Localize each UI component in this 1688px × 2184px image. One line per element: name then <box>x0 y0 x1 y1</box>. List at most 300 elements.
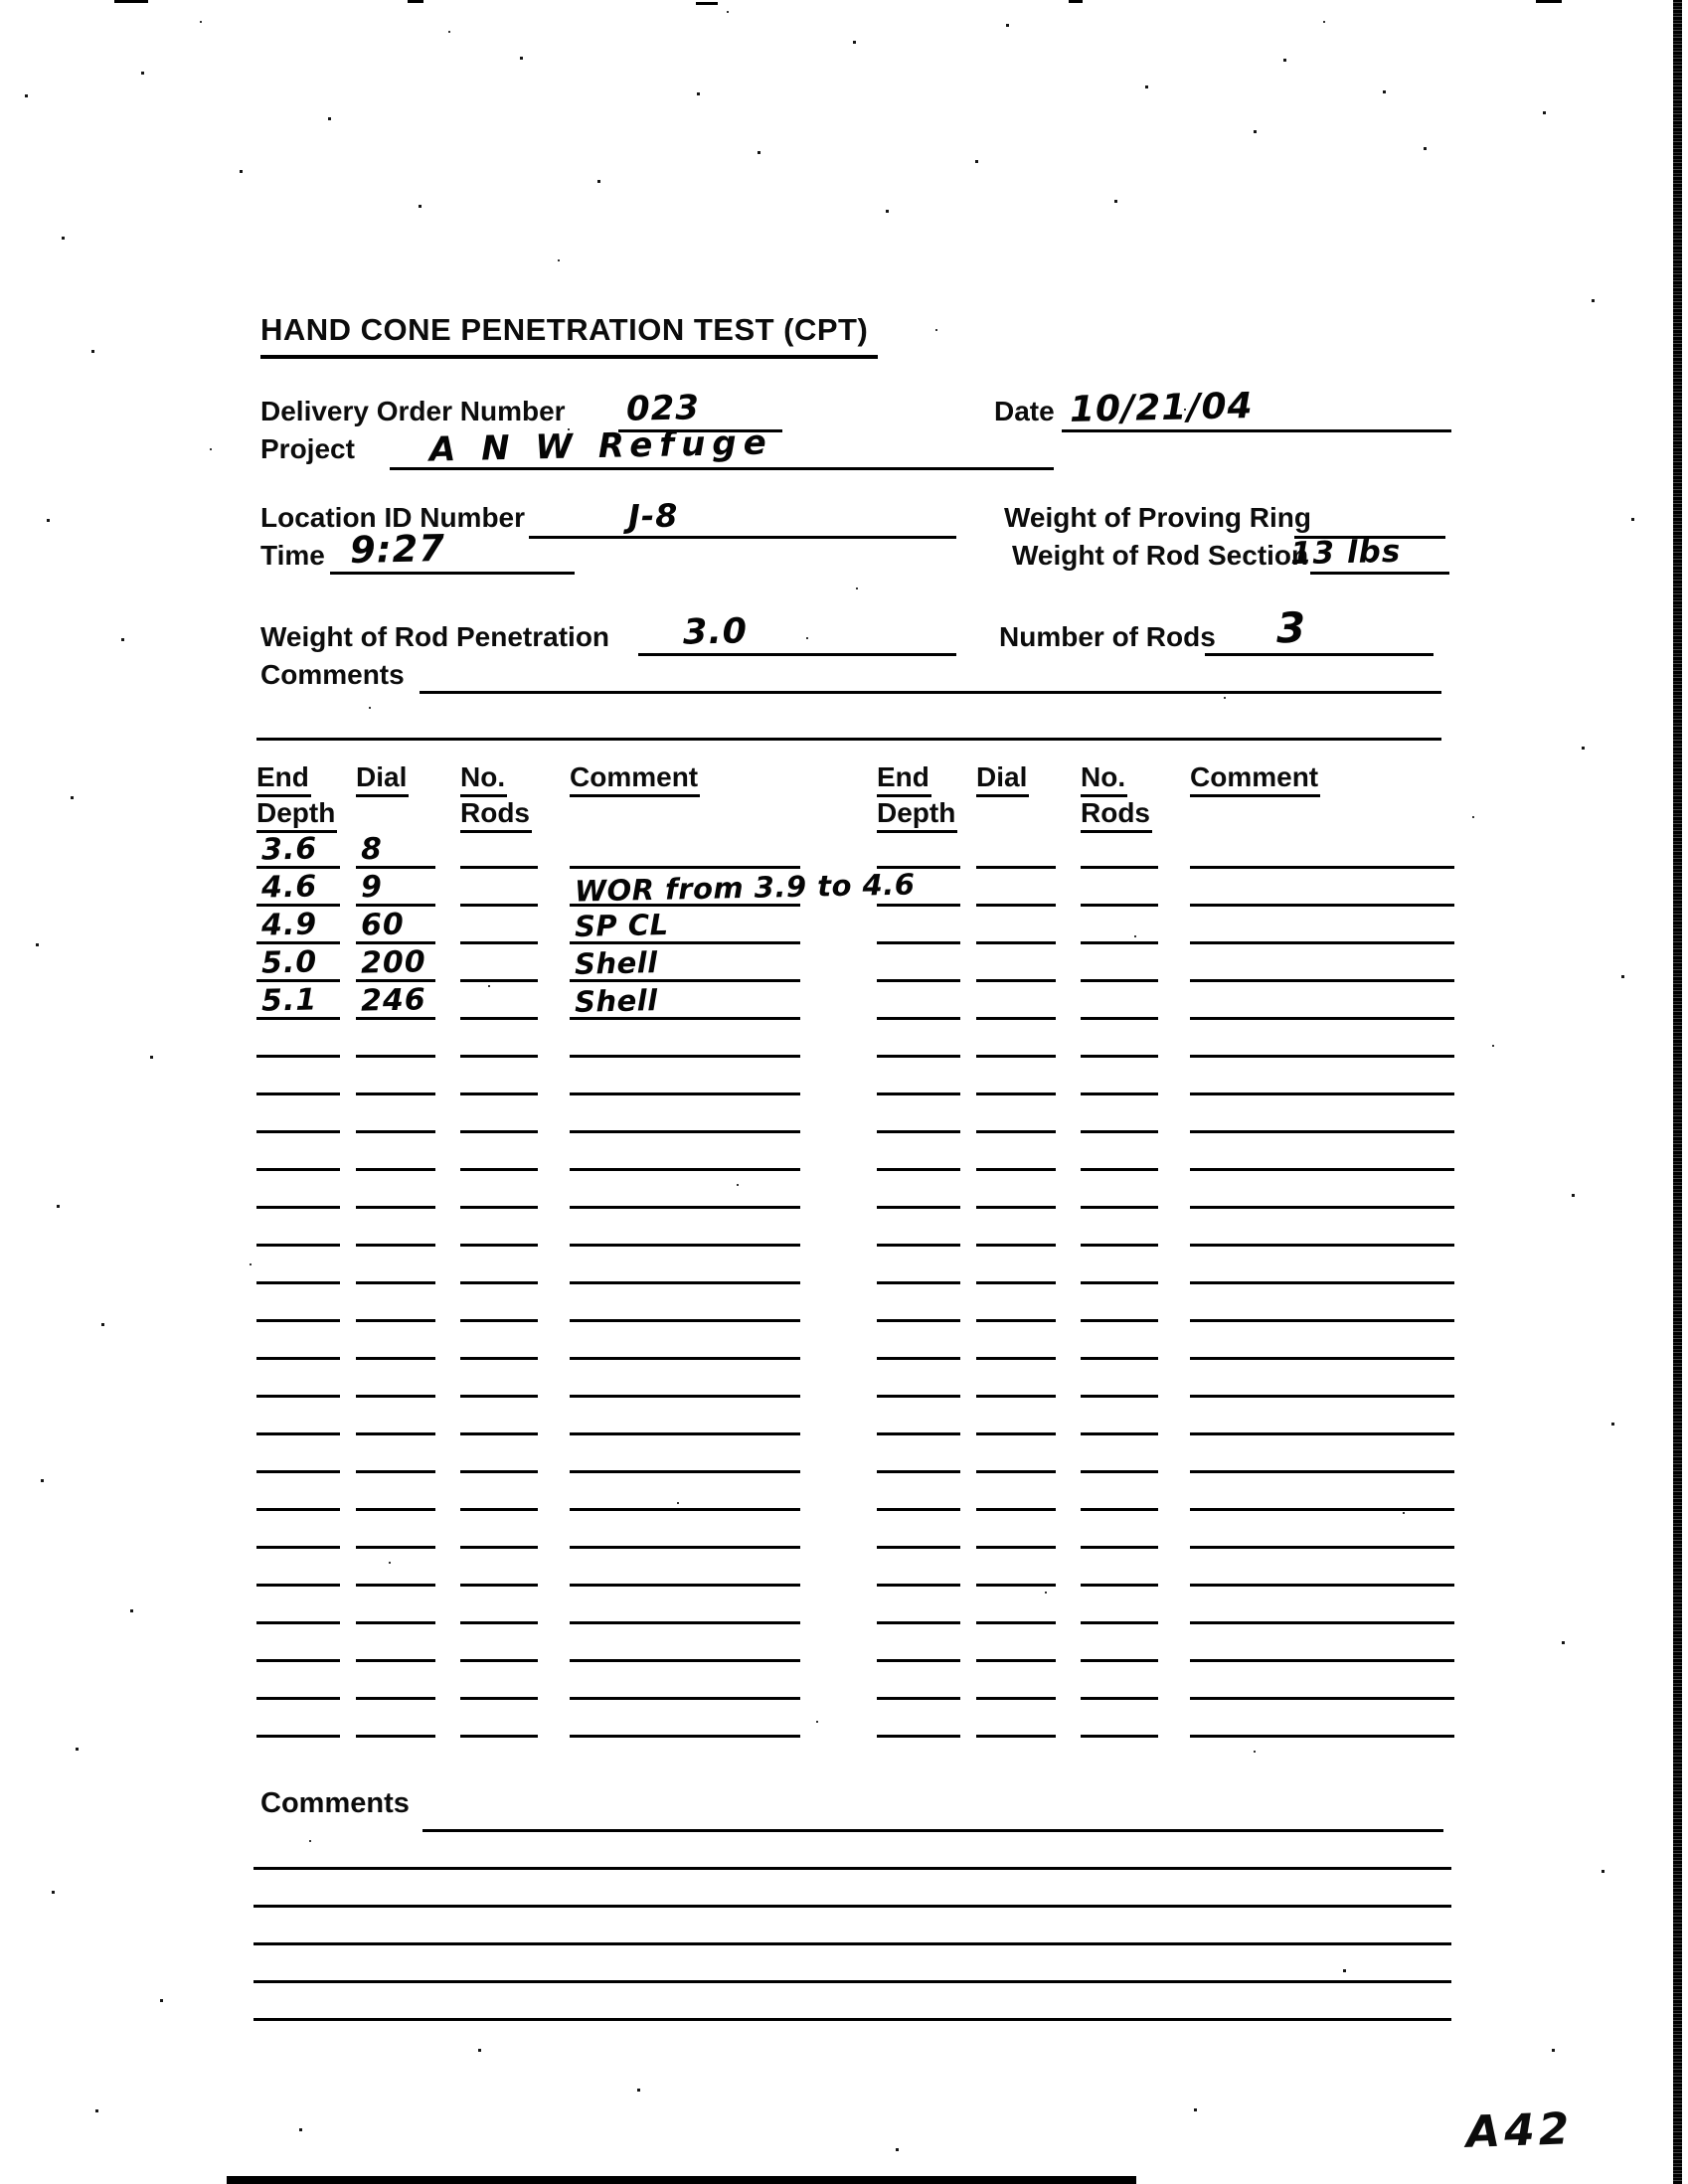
table-row <box>256 944 853 982</box>
time-value: 9:27 <box>349 526 446 573</box>
comment-cell <box>570 1510 800 1549</box>
end-depth-value: 5.0 <box>260 944 318 981</box>
dial-cell <box>356 1019 435 1058</box>
dial-cell <box>356 1397 435 1435</box>
comment-cell <box>570 1699 800 1738</box>
rod-penetration-field <box>638 611 956 656</box>
comments-line <box>253 1980 1451 1983</box>
end-depth-cell <box>877 1170 960 1209</box>
comment-cell <box>1190 1246 1454 1284</box>
no-rods-cell <box>1081 830 1158 869</box>
dial-value: 200 <box>360 944 426 981</box>
comment-cell <box>570 1094 800 1133</box>
dial-cell <box>356 1623 435 1662</box>
scan-top-mark <box>1069 0 1083 3</box>
end-depth-cell <box>877 1623 960 1662</box>
no-rods-cell <box>460 868 538 907</box>
comments-top-field <box>420 659 1441 694</box>
no-rods-cell <box>1081 943 1158 982</box>
table-row <box>877 1095 1473 1133</box>
number-of-rods-value: 3 <box>1275 602 1307 653</box>
no-rods-cell <box>1081 1019 1158 1058</box>
readings-rows-right <box>877 831 1473 1738</box>
comments-line <box>253 1905 1451 1908</box>
table-row <box>877 1549 1473 1587</box>
time-field <box>330 526 575 575</box>
table-row <box>877 1247 1473 1284</box>
comment-cell <box>570 906 800 944</box>
end-depth-cell <box>256 830 340 869</box>
dial-cell <box>356 943 435 982</box>
comment-cell <box>570 1661 800 1700</box>
comment-cell <box>1190 943 1454 982</box>
col-no-header: No. <box>460 761 507 797</box>
page-number: A42 <box>1465 2103 1575 2158</box>
comment-cell <box>570 1208 800 1247</box>
table-row <box>256 907 853 944</box>
end-depth-cell <box>877 1208 960 1247</box>
end-depth-cell <box>877 1699 960 1738</box>
comment-cell <box>1190 1170 1454 1209</box>
no-rods-cell <box>460 1208 538 1247</box>
no-rods-cell <box>1081 868 1158 907</box>
col-dial-header: Dial <box>976 761 1029 797</box>
end-depth-cell <box>877 1132 960 1171</box>
no-rods-cell <box>460 943 538 982</box>
end-depth-cell <box>256 1019 340 1058</box>
comments-line <box>253 2018 1451 2021</box>
no-rods-cell <box>460 1283 538 1322</box>
table-row <box>256 1020 853 1058</box>
end-depth-cell <box>877 1094 960 1133</box>
col-no-header: No. <box>1081 761 1127 797</box>
dial-cell <box>356 1246 435 1284</box>
no-rods-cell <box>460 1170 538 1209</box>
comments-line <box>422 1829 1443 1832</box>
comment-cell <box>1190 1094 1454 1133</box>
dial-value: 246 <box>360 982 426 1019</box>
no-rods-cell <box>1081 1057 1158 1095</box>
no-rods-cell <box>460 830 538 869</box>
table-row <box>877 1398 1473 1435</box>
table-row <box>256 1360 853 1398</box>
end-depth-cell <box>256 1623 340 1662</box>
no-rods-cell <box>460 1132 538 1171</box>
end-depth-cell <box>256 1397 340 1435</box>
end-depth-cell <box>256 1132 340 1171</box>
dial-cell <box>356 981 435 1020</box>
end-depth-value: 5.1 <box>260 982 318 1019</box>
dial-cell <box>976 1019 1056 1058</box>
no-rods-cell <box>460 1019 538 1058</box>
no-rods-cell <box>460 1548 538 1587</box>
dial-cell <box>356 1586 435 1624</box>
no-rods-cell <box>1081 1246 1158 1284</box>
comment-value: Shell <box>574 945 658 981</box>
end-depth-cell <box>877 1321 960 1360</box>
dial-cell <box>976 943 1056 982</box>
dial-cell <box>976 1359 1056 1398</box>
comment-cell <box>1190 1397 1454 1435</box>
scan-bottom-edge <box>227 2176 1136 2184</box>
comment-cell <box>570 1548 800 1587</box>
dial-cell <box>356 1321 435 1360</box>
dial-cell <box>976 1397 1056 1435</box>
table-row <box>256 1549 853 1587</box>
end-depth-cell <box>877 906 960 944</box>
dial-cell <box>356 1434 435 1473</box>
dial-cell <box>976 1434 1056 1473</box>
end-depth-cell <box>877 943 960 982</box>
end-depth-cell <box>877 868 960 907</box>
scan-noise <box>0 0 2 2</box>
comment-cell <box>570 1132 800 1171</box>
comment-cell <box>1190 1586 1454 1624</box>
no-rods-cell <box>1081 1208 1158 1247</box>
no-rods-cell <box>460 1699 538 1738</box>
no-rods-cell <box>1081 906 1158 944</box>
dial-cell <box>976 1699 1056 1738</box>
rod-section-label: Weight of Rod Section <box>1012 540 1309 571</box>
end-depth-cell <box>256 1170 340 1209</box>
table-row <box>877 1284 1473 1322</box>
date-field <box>1062 386 1451 432</box>
rod-penetration-value: 3.0 <box>682 611 749 653</box>
dial-cell <box>976 1283 1056 1322</box>
dial-cell <box>976 981 1056 1020</box>
table-row <box>877 831 1473 869</box>
comment-cell <box>1190 1359 1454 1398</box>
dial-cell <box>356 830 435 869</box>
no-rods-cell <box>460 1397 538 1435</box>
dial-cell <box>356 1699 435 1738</box>
col-end-header: End <box>877 761 931 797</box>
dial-cell <box>356 1548 435 1587</box>
end-depth-cell <box>256 981 340 1020</box>
table-row <box>256 1322 853 1360</box>
end-depth-cell <box>256 1321 340 1360</box>
col-depth-header: Depth <box>877 797 957 833</box>
number-of-rods-label: Number of Rods <box>999 621 1216 652</box>
comment-cell <box>570 981 800 1020</box>
table-row <box>256 1662 853 1700</box>
table-row <box>256 1284 853 1322</box>
location-id-value: J-8 <box>627 496 679 536</box>
comment-value: WOR from 3.9 to 4.6 <box>574 867 916 909</box>
no-rods-cell <box>460 1246 538 1284</box>
dial-cell <box>356 1359 435 1398</box>
dial-cell <box>976 906 1056 944</box>
table-row <box>256 867 916 909</box>
comments-line <box>253 1942 1451 1945</box>
comment-cell <box>1190 1623 1454 1662</box>
end-depth-cell <box>877 1434 960 1473</box>
end-depth-cell <box>877 1510 960 1549</box>
comment-cell <box>570 867 916 909</box>
dial-cell <box>976 1246 1056 1284</box>
table-row <box>877 1020 1473 1058</box>
no-rods-cell <box>460 1472 538 1511</box>
no-rods-cell <box>1081 1094 1158 1133</box>
table-row <box>877 1587 1473 1624</box>
table-row <box>877 982 1473 1020</box>
no-rods-cell <box>460 1586 538 1624</box>
col-rods-header: Rods <box>1081 797 1152 833</box>
col-dial-header: Dial <box>356 761 409 797</box>
dial-cell <box>976 1661 1056 1700</box>
location-id-field <box>529 496 956 539</box>
end-depth-cell <box>256 1586 340 1624</box>
end-depth-cell <box>877 1283 960 1322</box>
dial-cell <box>976 1057 1056 1095</box>
end-depth-cell <box>256 1510 340 1549</box>
comment-cell <box>570 830 800 869</box>
dial-cell <box>976 830 1056 869</box>
table-row <box>877 869 1473 907</box>
comment-cell <box>1190 906 1454 944</box>
no-rods-cell <box>1081 1510 1158 1549</box>
comment-cell <box>570 1283 800 1322</box>
dial-value: 60 <box>360 907 406 943</box>
date-value: 10/21/04 <box>1069 386 1255 430</box>
table-row <box>877 1473 1473 1511</box>
no-rods-cell <box>1081 1548 1158 1587</box>
end-depth-value: 4.9 <box>260 907 318 943</box>
no-rods-cell <box>1081 1699 1158 1738</box>
no-rods-cell <box>1081 1132 1158 1171</box>
dial-cell <box>356 1661 435 1700</box>
scan-edge-artifact <box>1673 0 1682 2184</box>
table-row <box>256 1095 853 1133</box>
no-rods-cell <box>1081 1397 1158 1435</box>
end-depth-cell <box>256 1359 340 1398</box>
dial-cell <box>976 1586 1056 1624</box>
table-row <box>877 1360 1473 1398</box>
end-depth-cell <box>256 868 340 907</box>
scan-top-mark <box>696 2 718 5</box>
dial-cell <box>356 1283 435 1322</box>
col-end-header: End <box>256 761 311 797</box>
dial-cell <box>976 1094 1056 1133</box>
end-depth-cell <box>256 1434 340 1473</box>
comment-value: SP CL <box>574 908 669 943</box>
comment-cell <box>1190 1019 1454 1058</box>
table-row <box>256 831 853 869</box>
delivery-order-value: 023 <box>625 388 701 429</box>
table-row <box>256 1247 853 1284</box>
no-rods-cell <box>1081 1434 1158 1473</box>
dial-cell <box>356 1094 435 1133</box>
comment-cell <box>570 1321 800 1360</box>
dial-cell <box>976 1208 1056 1247</box>
comments-bottom-label: Comments <box>260 1787 410 1819</box>
no-rods-cell <box>460 1510 538 1549</box>
table-row <box>256 1058 853 1095</box>
end-depth-value: 3.6 <box>260 831 318 868</box>
dial-cell <box>356 1510 435 1549</box>
table-row <box>877 1058 1473 1095</box>
comments-line <box>253 1867 1451 1870</box>
end-depth-cell <box>256 1472 340 1511</box>
comment-cell <box>1190 868 1454 907</box>
table-row <box>256 1511 853 1549</box>
no-rods-cell <box>460 1057 538 1095</box>
col-comment-header: Comment <box>1190 761 1320 797</box>
comments-top-label: Comments <box>260 659 405 690</box>
table-row <box>877 1133 1473 1171</box>
dial-cell <box>356 868 435 907</box>
no-rods-cell <box>460 1321 538 1360</box>
dial-cell <box>976 1510 1056 1549</box>
table-row <box>877 1662 1473 1700</box>
no-rods-cell <box>1081 1359 1158 1398</box>
no-rods-cell <box>460 981 538 1020</box>
table-row <box>877 1322 1473 1360</box>
readings-rows-left <box>256 831 916 1738</box>
dial-cell <box>356 1208 435 1247</box>
comment-cell <box>1190 1057 1454 1095</box>
no-rods-cell <box>1081 1321 1158 1360</box>
table-row <box>877 1624 1473 1662</box>
end-depth-cell <box>256 1548 340 1587</box>
table-row <box>256 1398 853 1435</box>
no-rods-cell <box>460 1359 538 1398</box>
col-rods-header: Rods <box>460 797 532 833</box>
dial-cell <box>356 906 435 944</box>
comment-cell <box>1190 830 1454 869</box>
comment-cell <box>570 1397 800 1435</box>
dial-value: 9 <box>360 869 384 906</box>
comment-cell <box>1190 1132 1454 1171</box>
table-row <box>877 944 1473 982</box>
end-depth-cell <box>877 981 960 1020</box>
no-rods-cell <box>460 1661 538 1700</box>
number-of-rods-field <box>1205 602 1434 656</box>
end-depth-cell <box>877 830 960 869</box>
no-rods-cell <box>1081 1170 1158 1209</box>
no-rods-cell <box>1081 1283 1158 1322</box>
scan-top-mark <box>114 0 148 3</box>
no-rods-cell <box>1081 1472 1158 1511</box>
end-depth-cell <box>877 1246 960 1284</box>
end-depth-cell <box>877 1397 960 1435</box>
dial-cell <box>356 1057 435 1095</box>
comment-cell <box>1190 1434 1454 1473</box>
rod-penetration-label: Weight of Rod Penetration <box>260 621 610 652</box>
table-row <box>877 1511 1473 1549</box>
table-row <box>256 1171 853 1209</box>
table-row <box>256 1624 853 1662</box>
comment-cell <box>1190 1699 1454 1738</box>
comment-cell <box>1190 1548 1454 1587</box>
end-depth-cell <box>256 1246 340 1284</box>
comments-extra-line <box>256 738 1441 741</box>
table-row <box>877 1209 1473 1247</box>
dial-cell <box>976 1170 1056 1209</box>
comment-cell <box>570 1019 800 1058</box>
scan-top-mark <box>408 0 423 3</box>
rod-section-value: 13 lbs <box>1289 533 1402 573</box>
comment-cell <box>570 1623 800 1662</box>
form-title: HAND CONE PENETRATION TEST (CPT) <box>260 312 878 359</box>
dial-cell <box>976 1548 1056 1587</box>
table-row <box>877 907 1473 944</box>
table-row <box>256 1587 853 1624</box>
comment-cell <box>1190 1472 1454 1511</box>
date-label: Date <box>994 396 1055 426</box>
no-rods-cell <box>460 1094 538 1133</box>
dial-cell <box>976 1321 1056 1360</box>
dial-cell <box>976 868 1056 907</box>
comment-cell <box>1190 1283 1454 1322</box>
end-depth-cell <box>877 1359 960 1398</box>
comment-value: Shell <box>574 983 658 1019</box>
end-depth-cell <box>256 1094 340 1133</box>
table-row <box>877 1171 1473 1209</box>
comment-cell <box>570 1170 800 1209</box>
table-row <box>256 1209 853 1247</box>
no-rods-cell <box>460 906 538 944</box>
project-field <box>390 422 1054 470</box>
dial-cell <box>976 1623 1056 1662</box>
table-row <box>256 982 853 1020</box>
end-depth-value: 4.6 <box>260 869 318 906</box>
end-depth-cell <box>877 1586 960 1624</box>
project-label: Project <box>260 433 355 464</box>
comment-cell <box>1190 1208 1454 1247</box>
project-value: A N W Refuge <box>428 422 774 470</box>
table-row <box>256 1133 853 1171</box>
end-depth-cell <box>256 943 340 982</box>
end-depth-cell <box>877 1472 960 1511</box>
rod-section-field <box>1289 533 1449 575</box>
no-rods-cell <box>460 1623 538 1662</box>
proving-ring-label: Weight of Proving Ring <box>1004 502 1312 533</box>
scan-top-mark <box>1536 0 1562 3</box>
col-depth-header: Depth <box>256 797 337 833</box>
end-depth-cell <box>256 1057 340 1095</box>
table-row <box>256 1473 853 1511</box>
end-depth-cell <box>256 1699 340 1738</box>
dial-value: 8 <box>360 831 384 868</box>
table-row <box>256 1435 853 1473</box>
time-label: Time <box>260 540 325 571</box>
no-rods-cell <box>1081 1586 1158 1624</box>
no-rods-cell <box>1081 981 1158 1020</box>
comment-cell <box>570 1359 800 1398</box>
no-rods-cell <box>1081 1623 1158 1662</box>
col-comment-header: Comment <box>570 761 700 797</box>
no-rods-cell <box>460 1434 538 1473</box>
dial-cell <box>976 1132 1056 1171</box>
end-depth-cell <box>256 906 340 944</box>
end-depth-cell <box>877 1019 960 1058</box>
comment-cell <box>570 943 800 982</box>
comment-cell <box>570 1586 800 1624</box>
table-row <box>877 1700 1473 1738</box>
no-rods-cell <box>1081 1661 1158 1700</box>
comment-cell <box>1190 981 1454 1020</box>
comment-cell <box>570 1434 800 1473</box>
comment-cell <box>570 1472 800 1511</box>
dial-cell <box>356 1170 435 1209</box>
table-row <box>256 1700 853 1738</box>
dial-cell <box>356 1132 435 1171</box>
location-id-label: Location ID Number <box>260 502 526 533</box>
end-depth-cell <box>256 1208 340 1247</box>
dial-cell <box>356 1472 435 1511</box>
end-depth-cell <box>256 1283 340 1322</box>
